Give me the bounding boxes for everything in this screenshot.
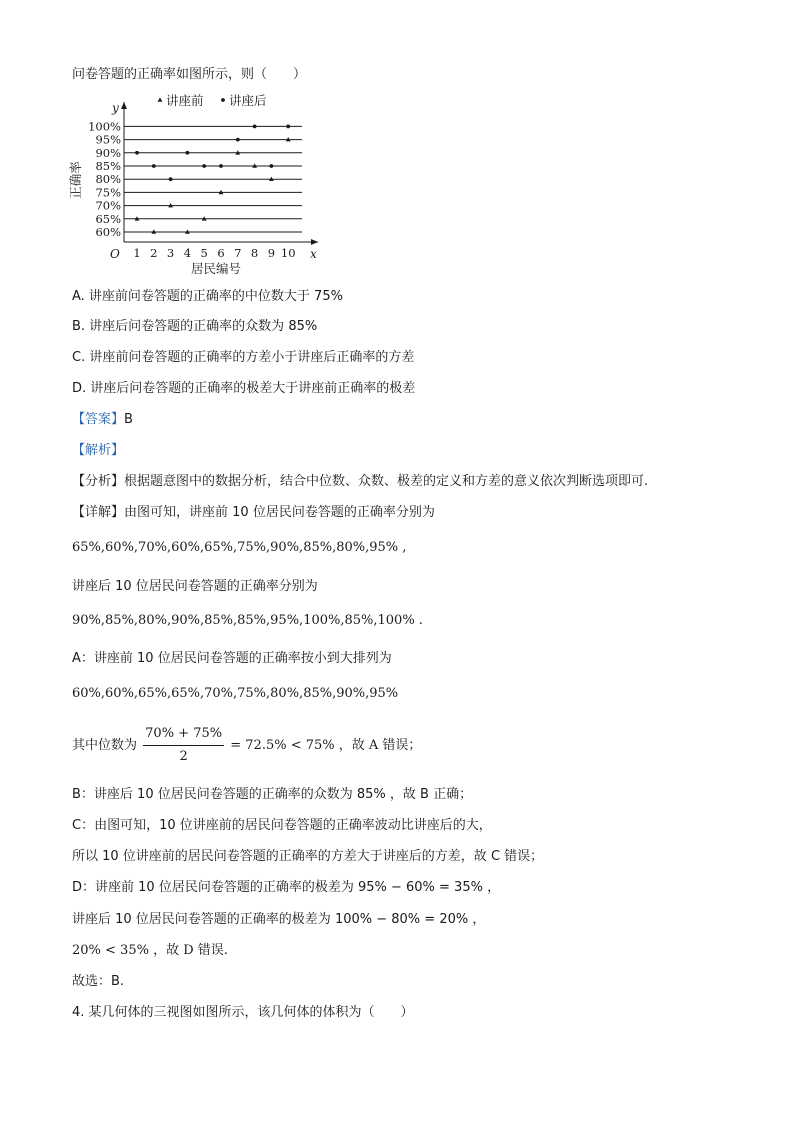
legend-after-marker: [221, 98, 225, 102]
xiangjie-line: [72, 504, 435, 522]
y-tick-labels: [88, 119, 121, 239]
x-tick-label: 2: [150, 246, 158, 260]
point-after-5: [202, 164, 206, 168]
legend-after-label: 讲座后: [229, 93, 267, 108]
analysis-tag: [72, 442, 124, 460]
fenxi-line: [72, 473, 648, 491]
x-tick-label: 3: [166, 246, 175, 260]
answer-tag: 【答案】: [72, 412, 125, 427]
after-intro: 讲座后 10 位居民问卷答题的正确率分别为: [72, 579, 318, 594]
conclusion: 故选：B.: [72, 974, 125, 989]
fenxi-tag: 【分析】: [72, 474, 125, 489]
before-list: 65%,60%,70%,60%,65%,75%,90%,85%,80%,95% ,: [72, 540, 407, 555]
option-b: B. 讲座后问卷答题的正确率的众数为 85%: [72, 319, 318, 334]
answer-line: [72, 411, 133, 429]
y-tick-label: 95%: [95, 132, 121, 147]
x-tick-label: 5: [200, 246, 208, 260]
x-tick-label: 1: [133, 246, 141, 260]
question-intro: 问卷答题的正确率如图所示，则（ ）: [72, 67, 307, 82]
median-suffix: = 72.5% < 75% ，故 A 错误；: [230, 738, 422, 753]
d-line-3: 20% < 35% ，故 D 错误.: [72, 943, 228, 958]
sorted-list: 60%,60%,65%,65%,70%,75%,80%,85%,90%,95%: [72, 686, 399, 701]
point-after-10: [286, 125, 290, 129]
median-prefix: 其中位数为: [72, 738, 138, 753]
median-line: [72, 724, 421, 767]
y-tick-label: 65%: [95, 211, 121, 226]
d-line-1: D：讲座前 10 位居民问卷答题的正确率的极差为 95% − 60% = 35% ，: [72, 880, 501, 895]
xiangjie-tag: 【详解】: [72, 505, 125, 520]
c-line-2: 所以 10 位讲座前的居民问卷答题的正确率的方差大于讲座后的方差，故 C 错误；: [72, 849, 544, 864]
point-after-3: [169, 177, 173, 181]
y-axis-title: 正确率: [68, 161, 83, 199]
y-tick-label: 80%: [95, 172, 121, 187]
y-tick-label: 60%: [95, 225, 121, 239]
origin-label: O: [110, 247, 120, 261]
x-tick-label: 9: [267, 246, 276, 260]
x-tick-label: 6: [217, 246, 225, 260]
x-tick-label: 4: [183, 246, 192, 260]
x-axis-title: 居民编号: [190, 261, 242, 276]
legend: [158, 93, 267, 108]
x-axis-symbol: x: [310, 247, 317, 261]
point-after-6: [219, 164, 223, 168]
fenxi-text: 根据题意图中的数据分析，结合中位数、众数、极差的定义和方差的意义依次判断选项即可.: [124, 474, 649, 489]
x-axis-arrow: [311, 239, 318, 245]
point-after-9: [270, 164, 274, 168]
xiangjie-text: 由图可知，讲座前 10 位居民问卷答题的正确率分别为: [124, 505, 435, 520]
point-after-1: [135, 151, 139, 155]
y-tick-label: 75%: [95, 185, 121, 200]
y-tick-label: 90%: [95, 145, 121, 160]
d-line-2: 讲座后 10 位居民问卷答题的正确率的极差为 100% − 80% = 20% ，: [72, 912, 486, 927]
option-d: D. 讲座后问卷答题的正确率的极差大于讲座前正确率的极差: [72, 381, 416, 396]
x-tick-label: 7: [234, 246, 242, 260]
b-line: B：讲座后 10 位居民问卷答题的正确率的众数为 85% ，故 B 正确；: [72, 787, 473, 802]
y-axis-symbol: y: [112, 101, 119, 115]
option-c: C. 讲座前问卷答题的正确率的方差小于讲座后正确率的方差: [72, 350, 415, 365]
median-fraction: [143, 724, 224, 767]
median-numerator: 70% + 75%: [143, 724, 224, 746]
analysis-label: 【解析】: [72, 443, 125, 458]
legend-before-label: 讲座前: [166, 93, 204, 108]
answer-value: B: [124, 412, 133, 427]
legend-before-marker: [158, 97, 163, 101]
point-after-8: [253, 125, 257, 129]
next-question: 4. 某几何体的三视图如图所示，该几何体的体积为（ ）: [72, 1005, 414, 1020]
grid-lines: [124, 126, 302, 232]
option-a: A. 讲座前问卷答题的正确率的中位数大于 75%: [72, 289, 343, 304]
x-tick-label: 8: [250, 246, 259, 260]
scatter-chart: [70, 92, 330, 280]
after-list: 90%,85%,80%,90%,85%,85%,95%,100%,85%,100% .: [72, 613, 423, 628]
y-tick-label: 70%: [95, 198, 121, 213]
point-after-4: [186, 151, 190, 155]
y-axis-arrow: [121, 102, 127, 109]
point-after-7: [236, 138, 240, 142]
y-tick-label: 100%: [88, 119, 121, 134]
a-sort-intro: A：讲座前 10 位居民问卷答题的正确率按小到大排列为: [72, 651, 392, 666]
y-tick-label: 85%: [95, 159, 121, 173]
point-after-2: [152, 164, 156, 168]
axes: [121, 102, 318, 245]
median-denominator: 2: [179, 749, 188, 764]
c-line-1: C：由图可知，10 位讲座前的居民问卷答题的正确率波动比讲座后的大，: [72, 818, 492, 833]
x-tick-label: 10: [280, 246, 296, 260]
x-tick-labels: [133, 246, 295, 260]
